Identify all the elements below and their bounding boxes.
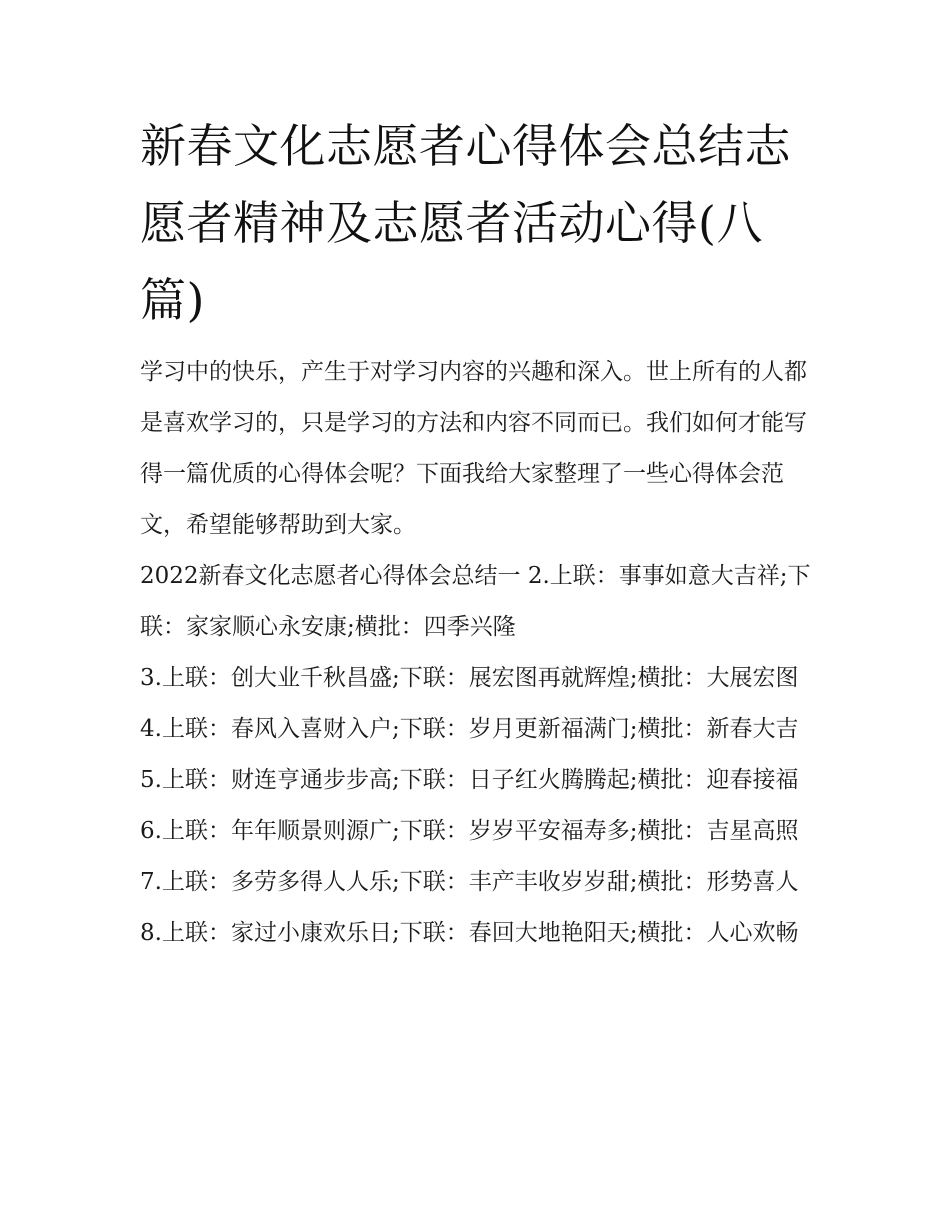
couplet-paragraph-3: 5.上联：财连亨通步步高;下联：日子红火腾腾起;横批：迎春接福 6.上联：年年顺景则源广;下联：岁岁平安福寿多;横批：吉星高照 — [140, 767, 799, 844]
title-block — [140, 108, 818, 339]
couplet-paragraph-1: 2022新春文化志愿者心得体会总结一 2.上联：事事如意大吉祥;下联：家家顺心永安康;横批：四季兴隆 — [140, 563, 811, 640]
document-title: 新春文化志愿者心得体会总结志愿者精神及志愿者活动心得(八篇) — [140, 119, 791, 327]
couplet-paragraph-4: 7.上联：多劳多得人人乐;下联：丰产丰收岁岁甜;横批：形势喜人 8.上联：家过小康欢乐日;下联：春回大地艳阳天;横批：人心欢畅 — [140, 869, 799, 946]
couplet-paragraph-2: 3.上联：创大业千秋昌盛;下联：展宏图再就辉煌;横批：大展宏图 4.上联：春风入喜财入户;下联：岁月更新福满门;横批：新春大吉 — [140, 665, 799, 742]
intro-paragraph: 学习中的快乐，产生于对学习内容的兴趣和深入。世上所有的人都是喜欢学习的，只是学习的方法和内容不同而已。我们如何才能写得一篇优质的心得体会呢？下面我给大家整理了一些心得体会范文，希望能够帮助到大家。 — [140, 359, 807, 538]
document-page — [140, 108, 818, 959]
